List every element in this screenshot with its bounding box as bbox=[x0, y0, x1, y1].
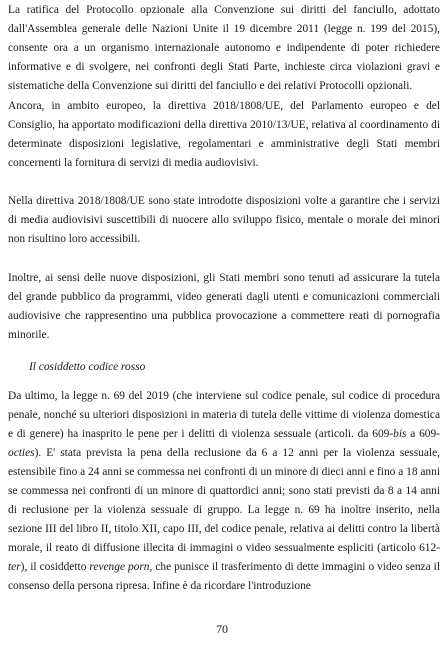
paragraph-text: Nella direttiva 2018/1808/UE sono state introdotte disposizioni volte a garantire che i servizi di media audiovisivi suscettibili di nuocere allo sviluppo fisico, mentale o morale dei minori non risultino loro accessibili. bbox=[8, 195, 440, 245]
paragraph-directive-amendment bbox=[8, 97, 440, 173]
paragraph-text: Inoltre, ai sensi delle nuove disposizioni, gli Stati membri sono tenuti ad assicurare la tutela del grande pubblico da programmi, video generati dagli utenti e comunicazioni commerciali audiovisive che rappresentino una pubblica provocazione a commettere reati di pornografia minorile. bbox=[8, 272, 440, 341]
italic-term: revenge porn bbox=[89, 561, 150, 573]
paragraph-law-69-2019 bbox=[8, 387, 440, 596]
paragraph-text: ). E' stata prevista la pena della reclusione da 6 a 12 anni per la violenza sessuale, estensibile fino a 24 anni se commessa nei confronti di un minore di dieci anni e fino a 18 anni se commessa nei confronti di un minore di quattordici anni; sono stati previsti da 8 a 14 anni di reclusione per la violenza sessuale di gruppo. La legge n. 69 ha inoltre inserito, nella sezione III del libro II, titolo XII, capo III, del codice penale, relativa ai delitti contro la libertà morale, il reato di diffusione illecita di immagini o video sessualmente espliciti (articolo 612- bbox=[8, 447, 440, 554]
italic-term: octies bbox=[8, 447, 35, 459]
paragraph-protocol-ratification bbox=[8, 1, 440, 96]
paragraph-text: Ancora, in ambito europeo, la direttiva 2018/1808/UE, del Parlamento europeo e del Consiglio, ha apportato modificazioni della direttiva 2010/13/UE, relativa al coordinamento di determinate disposizioni legislative, regolamentari e amministrative degli Stati membri concernenti la fornitura di servizi di media audiovisivi. bbox=[8, 100, 440, 169]
paragraph-member-states bbox=[8, 269, 440, 345]
italic-term: bis bbox=[393, 428, 407, 440]
section-heading: Il cosiddetto codice rosso bbox=[29, 361, 146, 373]
paragraph-directive-minors bbox=[8, 192, 440, 249]
paragraph-text: La ratifica del Protocollo opzionale alla Convenzione sui diritti del fanciullo, adottato dall'Assemblea generale delle Nazioni Unite il 19 dicembre 2011 (legge n. 199 del 2015), consente ora a un organismo internazionale autonomo e indipendente di poter richiedere informative e di svolgere, nei confronti degli Stati Parte, inchieste circa violazioni gravi e sistematiche della Convenzione sui diritti del fanciullo e dei relativi Protocolli opzionali. bbox=[8, 4, 440, 92]
paragraph-text: a 609- bbox=[406, 428, 440, 440]
paragraph-text: , che punisce il trasferimento di dette immagini o video senza il consenso della persona ripresa. Infine è da ricordare l'introduzione bbox=[8, 561, 440, 592]
page-number: 70 bbox=[216, 622, 228, 636]
italic-term: ter bbox=[8, 561, 21, 573]
paragraph-text: ), il cosiddetto bbox=[20, 561, 90, 573]
paragraph-text: Da ultimo, la legge n. 69 del 2019 (che interviene sul codice penale, sul codice di procedura penale, nonché su ulteriori disposizioni in materia di tutela delle vittime di violenza domestica e di genere) ha inasprito le pene per i delitti di violenza sessuale (articoli. da 609- bbox=[8, 390, 440, 440]
